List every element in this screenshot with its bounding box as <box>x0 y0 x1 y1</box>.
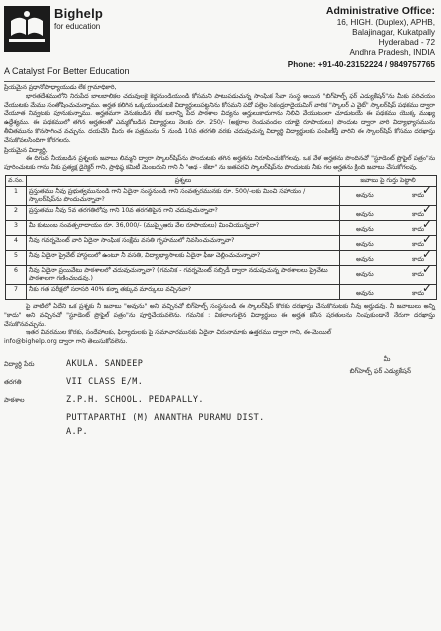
row-number: 5 <box>6 250 27 265</box>
student-name-field[interactable]: AKULA. SANDEEP <box>66 358 144 369</box>
brand-subtitle: for education <box>54 22 101 31</box>
instructions-paragraph: ఈ దిగువ నీయబడిన ప్రశ్నలకు జవాబు లిమ్మని ద్వారా స్కాలర్‌షిప్‌ను పొందుటకు తగిన అర్హతను నిరూపించుకోగలవు. ఒక వేళ అర్హతను పొందినచో "స్టూడెంట్ ప్రొఫైల్ పత్రం"ను పూరించుటకు గాను నీకు ప్రత్యక్ష డైరెక్టర్ గాని, ప్రాథిష్ఠ కమిటీ మెంబరుని గాని నీ "అథ - జేటా" ను జతపరచి స్కాలర్‌షిప్‌ను పొందుటకు నీకు గల అర్హతను క్రింది జవాబు చేసుకోగలవు. <box>4 155 435 172</box>
yes-option[interactable]: అవును <box>356 240 374 248</box>
check-mark-icon: ✓ <box>421 182 432 197</box>
office-title: Administrative Office: <box>325 5 435 17</box>
no-option[interactable]: కాదు <box>412 225 424 233</box>
closing-org: బిగ్‌హెల్ప్ ఫర్ ఎడ్యుకేషన్ <box>349 366 411 375</box>
school-address-field[interactable]: PUTTAPARTHI (M) ANANTHA PURAMU DIST. <box>66 412 265 423</box>
school-row <box>4 387 435 405</box>
check-mark-icon: ✓ <box>421 216 432 231</box>
book-logo-icon <box>4 6 50 52</box>
address-line: 16, HIGH. (Duplex), APHB, <box>336 18 435 27</box>
row-number: 7 <box>6 284 27 299</box>
row-question: నీకు గత పరీక్షలో సరాసరి 40% కన్నా తక్కువ మార్కులు వచ్చినవా? <box>27 284 340 299</box>
table-row <box>6 220 437 235</box>
letter-body <box>4 84 435 173</box>
row-question: నీవు గవర్నమెంట్ వారి ఏదైనా సాంఘిక సంక్షేమ వసతి గృహములో నివసించుచున్నావా? <box>27 235 340 250</box>
student-details-form <box>4 351 435 437</box>
intro-paragraph: భారతదేశములోని నిరుపేద బాలబాలికల చదువులకై కెద్దనుండియుండి కోసమని పాటుపడుచున్న సాంఘిక సేవా సంస్థ అయిన "బిగ్‌హెల్ప్ ఫర్ ఎడ్యుకేషన్"ను మీకు పరిచయం చేయుటకు మేము సంతోషించుచున్నాము. అర్హత కలిగిన ఒక్కయుండుటకే విద్యార్థులుపట్టనిను కోసమని పదో పల్లెల సెకండ్రరాదైయమిగ్ వారిక "స్కాలర్ ఎ వైట్" స్కాలర్‌షిప్ పథకము ద్వారా చేయూత నివ్వటకు పూనుకున్నాము. అర్హతమగా వెనుకబడిన లేక బలాన్ని పేద పాఠశాల విద్యను అర్హులుకాదుగాను నిలిచి వేయుటంలా చూడుటయే ఈ పథకము యొక్క ముఖ్య ఉద్దేశ్యము. ఈ పథకములో తగిన అర్హతలతో ఎమ్మకోబడిన విద్యార్థులు నెలకు రూ. 250/- (అక్షరాల రెండువందల యాభై రూపాయలు) పొందుట ద్వారా వారి విద్యాభ్యాసమును తీవితమును కొనసాగించ వచ్చును. దయచేసి మీరు ఈ పత్రమును 5 నుండి 10వ తరగతి వరకు చదువుచున్న విద్యార్థి విద్యార్థులకు పంపిణీస్తే వారిని ఈ స్కాలర్‌షిప్ కోసము దరఖాస్తు చేసుకొవలసిందిగా కోరగలరు. <box>4 92 435 144</box>
address-line: Balajinagar, Kukatpally <box>352 28 435 37</box>
brand-name: Bighelp <box>54 6 104 21</box>
no-option[interactable]: కాదు <box>412 210 424 218</box>
school-row-3 <box>4 423 435 437</box>
no-option[interactable]: కాదు <box>412 270 424 278</box>
row-number: 2 <box>6 205 27 220</box>
row-number: 6 <box>6 265 27 284</box>
logo-block <box>4 6 130 76</box>
table-row <box>6 265 437 284</box>
student-name-label: విద్యార్థి పేరు <box>4 359 35 368</box>
yes-option[interactable]: అవును <box>356 270 374 278</box>
table-row <box>6 284 437 299</box>
school-field[interactable]: Z.P.H. SCHOOL. PEDAPALLY. <box>66 394 204 405</box>
signature-block <box>350 353 411 377</box>
yes-option[interactable]: అవును <box>356 210 374 218</box>
class-field[interactable]: VII CLASS E/M. <box>66 376 144 387</box>
check-mark-icon: ✓ <box>421 201 432 216</box>
email-line: info@bighelp.org ద్వారా గాని తెలుసుకోవలెను. <box>4 338 128 346</box>
school-row-2 <box>4 405 435 423</box>
table-row <box>6 205 437 220</box>
header-answer: జవాబు పై గుర్తు పెట్టాలి <box>340 175 437 186</box>
table-header-row <box>6 175 437 186</box>
row-question: ప్రస్తుతము నీవు 5వ తరగతిలోపు గాని 10వ తరగతిపైన గాని చదువుచున్నావా? <box>27 205 340 220</box>
yes-option[interactable]: అవును <box>356 289 374 297</box>
no-option[interactable]: కాదు <box>412 255 424 263</box>
address-line: Andhra Pradesh, INDIA <box>349 48 435 57</box>
footer-notes <box>4 303 435 347</box>
table-row <box>6 235 437 250</box>
office-address <box>288 6 435 70</box>
header-questions: ప్రశ్నలు <box>27 175 340 186</box>
class-label: తరగతి <box>4 377 22 386</box>
school-state-field[interactable]: A.P. <box>66 426 89 437</box>
row-number: 3 <box>6 220 27 235</box>
answer-cell[interactable] <box>340 280 437 299</box>
table-row <box>6 186 437 205</box>
row-number: 1 <box>6 186 27 205</box>
yes-option[interactable]: అవును <box>356 225 374 233</box>
header-serial: వ.సం. <box>6 175 27 186</box>
row-question: మీ కుటుంబ సంవత్సరాదాయం రూ. 36,000/- (ముప్పైఆరు వేల రూపాయలు) మించియున్నదా? <box>27 220 340 235</box>
no-option[interactable]: కాదు <box>412 240 424 248</box>
contact-note: ఇతర వివరముల కొరకు, సందేహాలకు, ఫిర్యాదులకు పై సమాచారమునకు ఏదైనా చిరునామాకు ఉత్తరము ద్వారా గాని, ఈ-మెయిల్ <box>26 329 332 337</box>
letterhead <box>4 6 435 78</box>
check-mark-icon: ✓ <box>421 280 432 295</box>
check-mark-icon: ✓ <box>421 246 432 261</box>
salutation-student: ప్రియమైన విద్యార్థి, <box>4 146 48 154</box>
header-divider <box>4 81 435 82</box>
check-mark-icon: ✓ <box>421 261 432 276</box>
eligibility-note: పై వాటిలో ఏదేని ఒక ప్రశ్నకు నీ జవాబు "అవును" అని వచ్చినచో బిగ్‌హెల్ప్ సంస్థనుండి ఈ స్కాలర్‌షిప్ కొరకు దరఖాస్తు చేసుకొనుటకు నీవు అర్హుడవు. నీ జవాబులు అన్ని "కాదు" అని వచ్చినచో "స్టూడెంట్ ప్రొఫైల్ పత్రం"ను పూర్తిచేయవలెను. గమనిక : వికలాంగులైన విద్యార్థులు ఈ అర్హత కనీస షరతులను నింపుకుండానే నేరుగా దరఖాస్తు చేసుకొనవచ్చును. <box>4 302 435 328</box>
row-question: నీవు ఏదైనా ప్రైవేట్ హాస్టలులో ఉంటూ నీ వసతి, విద్యాభ్యాసాలకు ఏదైనా ఫీజు చెల్లించుచున్నావా? <box>27 250 340 265</box>
yes-option[interactable]: అవును <box>356 255 374 263</box>
row-question: నీవు ఏదైనా ప్రయివేటు పాఠశాలలో చదువుచున్నావా? (గమనిక - గవర్నమెంట్ సబ్సిడీ ద్వారా నడుపుచున్న పాఠశాలలు ప్రైవేటు పాఠశాలగా గణించబడవు.) <box>27 265 340 284</box>
yes-option[interactable]: అవును <box>356 191 374 199</box>
no-option[interactable]: కాదు <box>412 191 424 199</box>
closing-yours: మీ <box>383 354 391 363</box>
no-option[interactable]: కాదు <box>412 289 424 297</box>
check-mark-icon: ✓ <box>421 231 432 246</box>
row-question: ప్రస్తుతము నీవు ప్రభుత్వమునుండి గాని ఏదైనా సంస్థనుండి గాని సంవత్సరమునకు రూ. 500/-లకు మించి సహాయం / స్కాలర్‌షిప్‌ను పొందుచున్నావా? <box>27 186 340 205</box>
table-row <box>6 250 437 265</box>
address-line: Hyderabad - 72 <box>378 38 435 47</box>
row-number: 4 <box>6 235 27 250</box>
eligibility-table <box>5 175 437 300</box>
school-label: పాఠశాల <box>4 395 25 404</box>
tagline: A Catalyst For Better Education <box>4 66 130 76</box>
salutation-headmaster: ప్రియమైన ప్రధానోపాధ్యాయుడు లేక గ్రామాధికారి, <box>4 84 117 91</box>
phone-numbers: Phone: +91-40-23152224 / 9849757765 <box>287 60 435 69</box>
